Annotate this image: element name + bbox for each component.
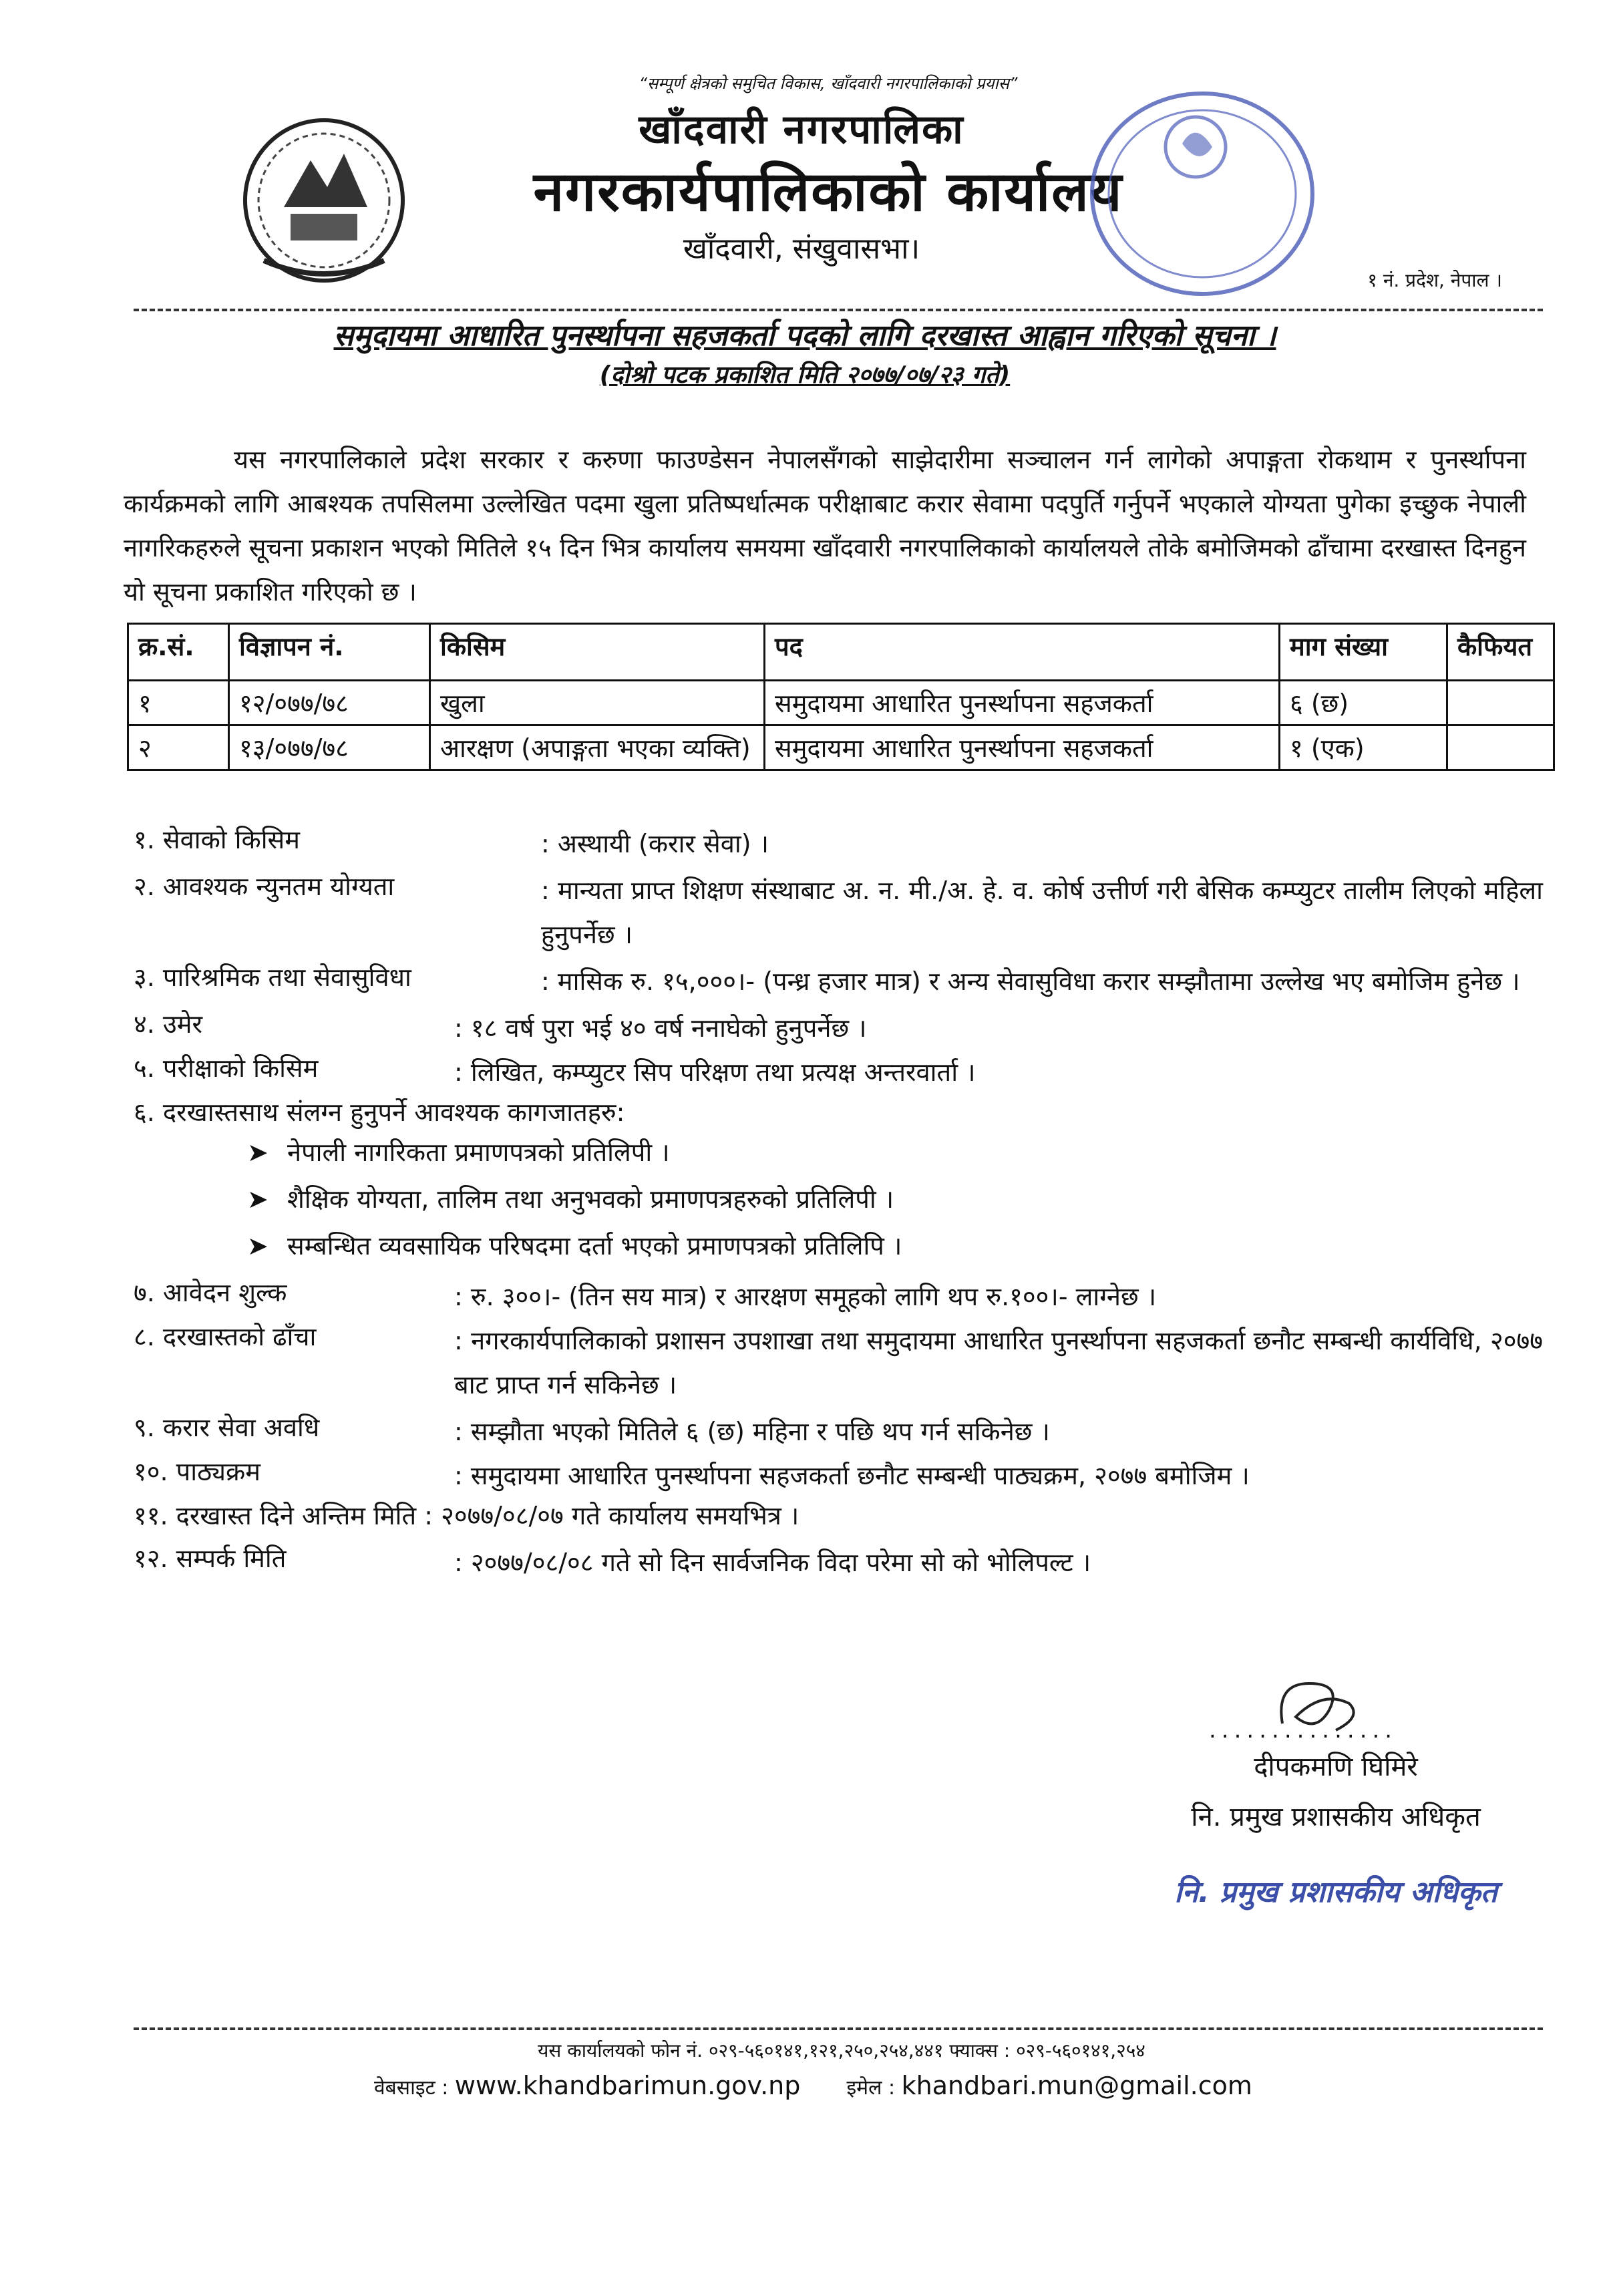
arrow-bullet-icon: ➤ — [247, 1184, 269, 1214]
item-label: १. सेवाको किसिम — [134, 825, 300, 854]
office-name: नगरकार्यपालिकाको कार्यालय — [533, 160, 1123, 224]
address: खाँदवारी, संखुवासभा। — [683, 232, 920, 266]
details-list — [134, 822, 1543, 1585]
item-label: ४. उमेर — [134, 1009, 203, 1039]
table-row — [128, 725, 1554, 770]
footer-contacts — [374, 2071, 1376, 2100]
posts-table — [127, 623, 1555, 771]
arrow-bullet-icon: ➤ — [247, 1231, 269, 1261]
list-item — [134, 1006, 1543, 1050]
item-value: : मान्यता प्राप्त शिक्षण संस्थाबाट अ. न. मी./अ. हे. व. कोर्ष उत्तीर्ण गरी बेसिक कम्प्युटर तालीम लिएको महिला हुनुपर्नेछ । — [541, 876, 1543, 949]
list-item — [134, 1094, 1543, 1134]
item-label: ५. परीक्षाको किसिम — [134, 1053, 319, 1083]
list-item — [134, 1454, 1543, 1498]
footer-divider — [134, 2027, 1543, 2030]
item-label: १०. पाठ्यक्रम — [134, 1457, 260, 1486]
cell-count: १ (एक) — [1280, 725, 1447, 770]
item-label: ११. दरखास्त दिने अन्तिम मिति — [134, 1501, 417, 1530]
signature-dots: ............... — [1209, 1717, 1398, 1744]
list-item — [134, 868, 1543, 957]
document-text: सम्बन्धित व्यवसायिक परिषदमा दर्ता भएको प्रमाणपत्रको प्रतिलिपि । — [287, 1231, 902, 1261]
slogan: “सम्पूर्ण क्षेत्रको समुचित विकास, खाँदवारी नगरपालिकाको प्रयास” — [639, 74, 1018, 93]
item-label: १२. सम्पर्क मिति — [134, 1544, 287, 1573]
item-value: : नगरकार्यपालिकाको प्रशासन उपशाखा तथा समुदायमा आधारित पुनर्स्थापना सहजकर्ता छनौट सम्बन्धी कार्यविधि, २०७७ बाट प्राप्त गर्न सकिनेछ । — [454, 1326, 1543, 1400]
intro-paragraph: यस नगरपालिकाले प्रदेश सरकार र करुणा फाउण्डेसन नेपालसँगको साझेदारीमा सञ्चालन गर्न लागेको अपाङ्गता रोकथाम र पुनर्स्थापना कार्यक्रमको लागि आबश्यक तपसिलमा उल्लेखित पदमा खुला प्रतिष्पर्धात्मक परीक्षाबाट करार सेवामा पदपुर्ति गर्नुपर्ने भएकाले योग्यता पुगेका इच्छुक नेपाली नागरिकहरुले सूचना प्रकाशन भएको मितिले १५ दिन भित्र कार्यालय समयमा खाँदवारी नगरपालिकाको कार्यालयले तोके बमोजिमको ढाँचामा दरखास्त दिनहुन यो सूचना प्रकाशित गरिएको छ । — [124, 445, 1526, 607]
list-item — [134, 1410, 1543, 1454]
list-item — [247, 1181, 1543, 1228]
document-text: नेपाली नागरिकता प्रमाणपत्रको प्रतिलिपी । — [287, 1138, 670, 1167]
cell-remarks — [1447, 725, 1554, 770]
item-value: : लिखित, कम्प्युटर सिप परिक्षण तथा प्रत्यक्ष अन्तरवार्ता । — [454, 1057, 976, 1087]
cell-sn: १ — [128, 681, 229, 725]
item-label: ३. पारिश्रमिक तथा सेवासुविधा — [134, 963, 411, 992]
list-item — [134, 1319, 1543, 1407]
website-link[interactable]: www.khandbarimun.gov.np — [454, 2071, 801, 2100]
signer-title: नि. प्रमुख प्रशासकीय अधिकृत — [1191, 1802, 1481, 1832]
item-label: ७. आवेदन शुल्क — [134, 1278, 287, 1307]
col-header-remarks: कैफियत — [1447, 624, 1554, 681]
item-label: ६. दरखास्तसाथ संलग्न हुनुपर्ने आवश्यक कागजातहरु: — [134, 1098, 625, 1127]
signer-stamp: नि. प्रमुख प्रशासकीय अधिकृत — [1174, 1875, 1497, 1909]
cell-remarks — [1447, 681, 1554, 725]
col-header-type: किसिम — [430, 624, 765, 681]
col-header-ad-no: विज्ञापन नं. — [229, 624, 430, 681]
notice-subtitle: (दोश्रो पटक प्रकाशित मिति २०७७/०७/२३ गते) — [599, 361, 1011, 389]
province: १ नं. प्रदेश, नेपाल । — [1367, 269, 1502, 291]
col-header-post: पद — [765, 624, 1280, 681]
item-value: : २०७७/०८/०८ गते सो दिन सार्वजनिक विदा परेमा सो को भोलिपल्ट । — [454, 1548, 1091, 1577]
cell-ad-no: १२/०७७/७८ — [229, 681, 430, 725]
item-value: : १८ वर्ष पुरा भई ४० वर्ष ननाघेको हुनुपर्नेछ । — [454, 1013, 867, 1043]
notice-title: समुदायमा आधारित पुनर्स्थापना सहजकर्ता पदको लागि दरखास्त आह्वान गरिएको सूचना । — [333, 319, 1276, 353]
list-item — [134, 1275, 1543, 1319]
list-item — [247, 1134, 1543, 1181]
table-row — [128, 681, 1554, 725]
footer-phone: यस कार्यालयको फोन नं. ०२९-५६०१४१,१२१,२५०,२५४,४४१ फ्याक्स : ०२९-५६०१४१,२५४ — [538, 2039, 1145, 2062]
col-header-count: माग संख्या — [1280, 624, 1447, 681]
item-value: : अस्थायी (करार सेवा) । — [541, 829, 769, 858]
arrow-bullet-icon: ➤ — [247, 1138, 269, 1167]
website-label: वेबसाइट : — [374, 2076, 449, 2100]
list-item — [134, 959, 1543, 1003]
table-header-row — [128, 624, 1554, 681]
signer-name: दीपकमणि घिमिरे — [1254, 1752, 1418, 1782]
cell-sn: २ — [128, 725, 229, 770]
cell-count: ६ (छ) — [1280, 681, 1447, 725]
header-divider — [134, 309, 1543, 311]
cell-post: समुदायमा आधारित पुनर्स्थापना सहजकर्ता — [765, 681, 1280, 725]
org-name: खाँदवारी नगरपालिका — [639, 106, 964, 153]
list-item — [134, 1050, 1543, 1094]
col-header-sn: क्र.सं. — [128, 624, 229, 681]
email-link[interactable]: khandbari.mun@gmail.com — [901, 2071, 1252, 2100]
list-item — [134, 1498, 1543, 1540]
documents-list — [247, 1134, 1543, 1275]
email-label: इमेल : — [846, 2076, 896, 2100]
office-stamp — [1082, 80, 1322, 307]
list-item — [247, 1228, 1543, 1275]
cell-type: खुला — [430, 681, 765, 725]
item-value: : २०७७/०८/०७ गते कार्यालय समयभित्र । — [424, 1501, 799, 1530]
cell-post: समुदायमा आधारित पुनर्स्थापना सहजकर्ता — [765, 725, 1280, 770]
item-value: : समुदायमा आधारित पुनर्स्थापना सहजकर्ता छनौट सम्बन्धी पाठ्यक्रम, २०७७ बमोजिम । — [454, 1461, 1250, 1490]
item-value: : मासिक रु. १५,०००।- (पन्ध्र हजार मात्र) र अन्य सेवासुविधा करार सम्झौतामा उल्लेख भए बमोजिम हुनेछ । — [541, 967, 1520, 996]
item-label: ८. दरखास्तको ढाँचा — [134, 1322, 317, 1351]
item-label: ९. करार सेवा अवधि — [134, 1413, 320, 1442]
list-item — [134, 822, 1543, 866]
cell-ad-no: १३/०७७/७८ — [229, 725, 430, 770]
item-value: : रु. ३००।- (तिन सय मात्र) र आरक्षण समूहको लागि थप रु.१००।- लाग्नेछ । — [454, 1282, 1157, 1311]
item-label: २. आवश्यक न्युनतम योग्यता — [134, 872, 395, 901]
item-value: : सम्झौता भएको मितिले ६ (छ) महिना र पछि थप गर्न सकिनेछ । — [454, 1417, 1050, 1446]
list-item — [134, 1540, 1543, 1585]
document-text: शैक्षिक योग्यता, तालिम तथा अनुभवको प्रमाणपत्रहरुको प्रतिलिपी । — [287, 1184, 894, 1214]
cell-type: आरक्षण (अपाङ्गता भएका व्यक्ति) — [430, 725, 765, 770]
